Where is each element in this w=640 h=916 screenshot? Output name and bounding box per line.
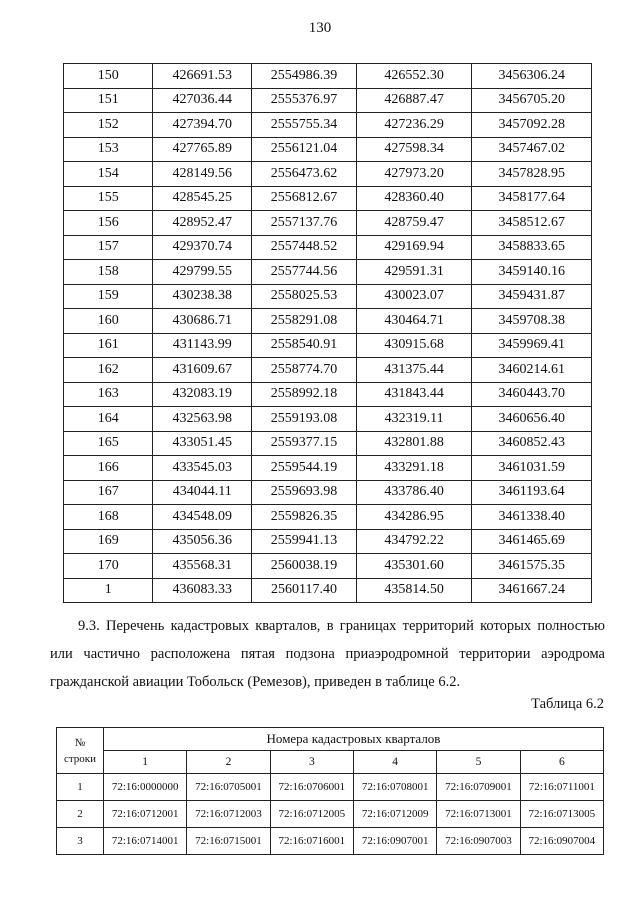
table-cell: 433051.45 <box>153 431 252 456</box>
cadastral-number-cell: 72:16:0708001 <box>353 774 436 801</box>
table-row <box>64 578 592 603</box>
table-cell: 3461031.59 <box>472 456 592 481</box>
table-cell: 3460852.43 <box>472 431 592 456</box>
table-row <box>64 382 592 407</box>
table-cell: 153 <box>64 137 153 162</box>
table-row <box>64 162 592 187</box>
header-num-label: строки <box>63 752 97 765</box>
table-row <box>57 774 604 801</box>
table-cell: 2558291.08 <box>252 309 357 334</box>
table-cell: 3458833.65 <box>472 235 592 260</box>
table-row <box>64 186 592 211</box>
table-cell: 2558774.70 <box>252 358 357 383</box>
table-cell: 2560117.40 <box>252 578 357 603</box>
table-cell: 3457092.28 <box>472 113 592 138</box>
paragraph-line-3: гражданской авиации Тобольск (Ремезов), приведен в таблице 6.2. <box>50 674 461 690</box>
table-cell: 431143.99 <box>153 333 252 358</box>
table-cell: 2555376.97 <box>252 88 357 113</box>
table-cell: 434792.22 <box>356 529 472 554</box>
table-row <box>57 828 604 855</box>
paragraph-line-2: или частично расположена пятая подзона приаэродромной территории аэродрома <box>50 646 605 662</box>
table-cell: 431609.67 <box>153 358 252 383</box>
table-cell: 161 <box>64 333 153 358</box>
table-cell: 431843.44 <box>356 382 472 407</box>
table-cell: 2558025.53 <box>252 284 357 309</box>
table-cell: 3461465.69 <box>472 529 592 554</box>
table-cell: 435056.36 <box>153 529 252 554</box>
table-cell: 428149.56 <box>153 162 252 187</box>
table-cell: 432083.19 <box>153 382 252 407</box>
table-row <box>57 801 604 828</box>
table-row <box>64 358 592 383</box>
table-cell: 2557448.52 <box>252 235 357 260</box>
table-cell: 3457467.02 <box>472 137 592 162</box>
table-cell: 3461667.24 <box>472 578 592 603</box>
table-cell: 3461338.40 <box>472 505 592 530</box>
table-cell: 428759.47 <box>356 211 472 236</box>
table-cell: 430464.71 <box>356 309 472 334</box>
subheader-col-2: 2 <box>187 751 270 774</box>
row-number-cell: 2 <box>57 801 104 828</box>
table-cell: 150 <box>64 64 153 89</box>
table-cell: 2559826.35 <box>252 505 357 530</box>
table-caption: Таблица 6.2 <box>531 696 604 712</box>
table-cell: 170 <box>64 554 153 579</box>
table-cell: 2557744.56 <box>252 260 357 285</box>
table-cell: 169 <box>64 529 153 554</box>
table-row <box>64 64 592 89</box>
table-cell: 426691.53 <box>153 64 252 89</box>
table-cell: 434044.11 <box>153 480 252 505</box>
table-cell: 152 <box>64 113 153 138</box>
table-cell: 1 <box>64 578 153 603</box>
cadastral-number-cell: 72:16:0705001 <box>187 774 270 801</box>
table-cell: 435301.60 <box>356 554 472 579</box>
table-cell: 2558540.91 <box>252 333 357 358</box>
table-cell: 429370.74 <box>153 235 252 260</box>
row-number-cell: 3 <box>57 828 104 855</box>
table-cell: 3460656.40 <box>472 407 592 432</box>
table-cell: 429169.94 <box>356 235 472 260</box>
table-row <box>64 480 592 505</box>
table-row <box>64 88 592 113</box>
cadastral-number-cell: 72:16:0712009 <box>353 801 436 828</box>
paragraph-9-3 <box>50 612 605 696</box>
subheader-col-6: 6 <box>520 751 603 774</box>
table-cell: 3460443.70 <box>472 382 592 407</box>
table-cell: 427394.70 <box>153 113 252 138</box>
table-row <box>64 137 592 162</box>
table-cell: 427765.89 <box>153 137 252 162</box>
table-row <box>64 235 592 260</box>
row-number-cell: 1 <box>57 774 104 801</box>
subheader-col-4: 4 <box>353 751 436 774</box>
table-row <box>64 113 592 138</box>
table-cell: 432319.11 <box>356 407 472 432</box>
cadastral-number-cell: 72:16:0907003 <box>437 828 520 855</box>
table-cell: 2556121.04 <box>252 137 357 162</box>
cadastral-number-cell: 72:16:0715001 <box>187 828 270 855</box>
coordinates-table-body <box>64 64 592 603</box>
table-cell: 427973.20 <box>356 162 472 187</box>
cadastral-number-cell: 72:16:0712001 <box>104 801 187 828</box>
table-row <box>64 407 592 432</box>
header-cadastral-numbers: Номера кадастровых кварталов <box>104 728 604 751</box>
table-cell: 2559941.13 <box>252 529 357 554</box>
cadastral-number-cell: 72:16:0714001 <box>104 828 187 855</box>
cadastral-number-cell: 72:16:0709001 <box>437 774 520 801</box>
table-cell: 164 <box>64 407 153 432</box>
table-cell: 156 <box>64 211 153 236</box>
table-row <box>64 211 592 236</box>
table-cell: 2556812.67 <box>252 186 357 211</box>
subheader-col-5: 5 <box>437 751 520 774</box>
table-cell: 435568.31 <box>153 554 252 579</box>
table-row <box>64 431 592 456</box>
table-cell: 2556473.62 <box>252 162 357 187</box>
table-cell: 430238.38 <box>153 284 252 309</box>
table-cell: 427236.29 <box>356 113 472 138</box>
table-cell: 433786.40 <box>356 480 472 505</box>
table-cell: 2555755.34 <box>252 113 357 138</box>
header-row-number <box>57 728 104 774</box>
table-cell: 428952.47 <box>153 211 252 236</box>
table-cell: 3458177.64 <box>472 186 592 211</box>
table-cell: 3459969.41 <box>472 333 592 358</box>
table-row <box>64 529 592 554</box>
table-cell: 160 <box>64 309 153 334</box>
table-cell: 432801.88 <box>356 431 472 456</box>
table-cell: 436083.33 <box>153 578 252 603</box>
subheader-col-3: 3 <box>270 751 353 774</box>
table-row <box>64 333 592 358</box>
table-cell: 431375.44 <box>356 358 472 383</box>
table-cell: 433291.18 <box>356 456 472 481</box>
table-cell: 3459140.16 <box>472 260 592 285</box>
table-cell: 428360.40 <box>356 186 472 211</box>
table-cell: 157 <box>64 235 153 260</box>
cadastral-number-cell: 72:16:0712005 <box>270 801 353 828</box>
table-row <box>64 309 592 334</box>
table-cell: 159 <box>64 284 153 309</box>
table-cell: 427036.44 <box>153 88 252 113</box>
table-cell: 432563.98 <box>153 407 252 432</box>
table-row <box>64 505 592 530</box>
table-cell: 165 <box>64 431 153 456</box>
table-cell: 2560038.19 <box>252 554 357 579</box>
header-num-symbol: № <box>74 736 86 749</box>
table-cell: 426552.30 <box>356 64 472 89</box>
table-cell: 2558992.18 <box>252 382 357 407</box>
coordinates-table <box>63 63 592 603</box>
cadastral-number-cell: 72:16:0711001 <box>520 774 603 801</box>
cadastral-number-cell: 72:16:0712003 <box>187 801 270 828</box>
table-cell: 430686.71 <box>153 309 252 334</box>
table-cell: 430915.68 <box>356 333 472 358</box>
cadastral-number-cell: 72:16:0713005 <box>520 801 603 828</box>
cadastral-number-cell: 72:16:0706001 <box>270 774 353 801</box>
table-cell: 434286.95 <box>356 505 472 530</box>
table-cell: 155 <box>64 186 153 211</box>
table-cell: 163 <box>64 382 153 407</box>
table-cell: 433545.03 <box>153 456 252 481</box>
table-row <box>64 284 592 309</box>
table-row <box>64 456 592 481</box>
cadastral-number-cell: 72:16:0713001 <box>437 801 520 828</box>
table-cell: 3458512.67 <box>472 211 592 236</box>
table-cell: 2559544.19 <box>252 456 357 481</box>
paragraph-line-1: 9.3. Перечень кадастровых кварталов, в границах территорий которых полностью <box>78 618 605 634</box>
table-cell: 429799.55 <box>153 260 252 285</box>
subheader-col-1: 1 <box>104 751 187 774</box>
page-number: 130 <box>308 20 332 36</box>
table-cell: 427598.34 <box>356 137 472 162</box>
table-cell: 158 <box>64 260 153 285</box>
cadastral-number-cell: 72:16:0716001 <box>270 828 353 855</box>
table-cell: 3461193.64 <box>472 480 592 505</box>
table-cell: 3461575.35 <box>472 554 592 579</box>
table-cell: 3460214.61 <box>472 358 592 383</box>
table-cell: 2559377.15 <box>252 431 357 456</box>
table-cell: 428545.25 <box>153 186 252 211</box>
table-cell: 151 <box>64 88 153 113</box>
table-cell: 3457828.95 <box>472 162 592 187</box>
table-cell: 166 <box>64 456 153 481</box>
table-cell: 434548.09 <box>153 505 252 530</box>
table-cell: 435814.50 <box>356 578 472 603</box>
table-cell: 3459431.87 <box>472 284 592 309</box>
cadastral-number-cell: 72:16:0000000 <box>104 774 187 801</box>
table-cell: 2559693.98 <box>252 480 357 505</box>
table-cell: 162 <box>64 358 153 383</box>
table-cell: 2559193.08 <box>252 407 357 432</box>
table-cell: 2554986.39 <box>252 64 357 89</box>
table-cell: 426887.47 <box>356 88 472 113</box>
table-cell: 3459708.38 <box>472 309 592 334</box>
table-row <box>64 260 592 285</box>
table-cell: 3456306.24 <box>472 64 592 89</box>
cadastral-number-cell: 72:16:0907001 <box>353 828 436 855</box>
table-cell: 168 <box>64 505 153 530</box>
table-cell: 2557137.76 <box>252 211 357 236</box>
cadastral-number-cell: 72:16:0907004 <box>520 828 603 855</box>
table-row <box>64 554 592 579</box>
table-cell: 430023.07 <box>356 284 472 309</box>
table-cell: 429591.31 <box>356 260 472 285</box>
cadastral-table-body <box>57 774 604 855</box>
table-cell: 154 <box>64 162 153 187</box>
table-cell: 3456705.20 <box>472 88 592 113</box>
cadastral-blocks-table <box>56 727 604 855</box>
table-cell: 167 <box>64 480 153 505</box>
